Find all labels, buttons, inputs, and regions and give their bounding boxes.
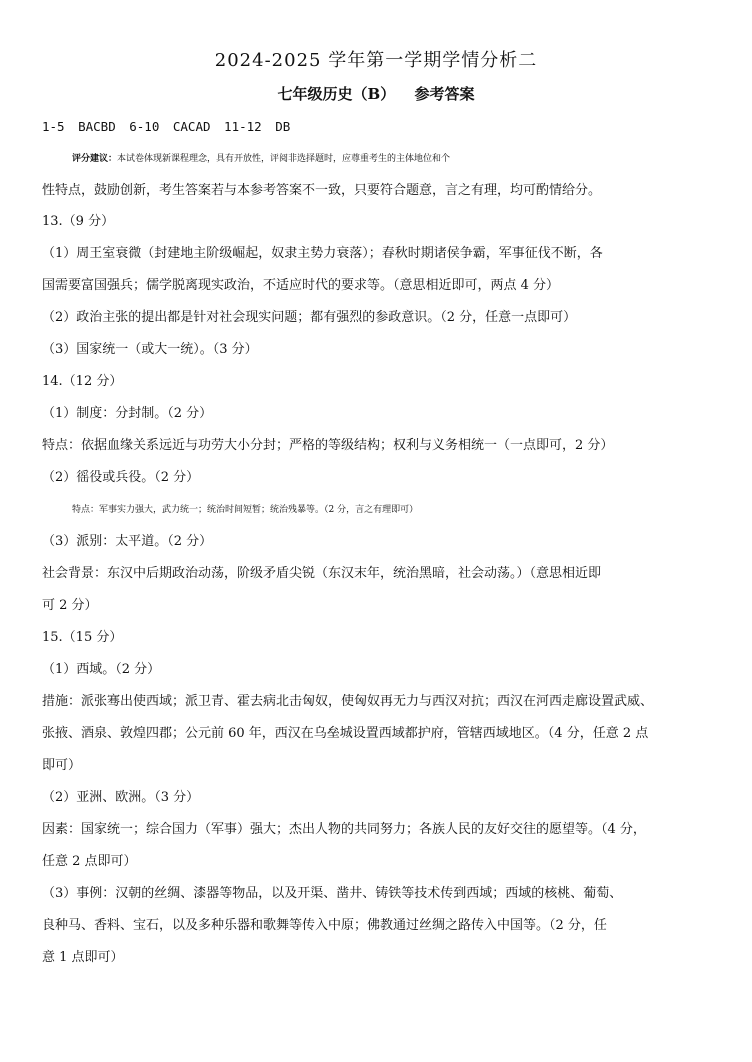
q15-line-3: 张掖、酒泉、敦煌四郡；公元前 60 年，西汉在乌垒城设置西域都护府，管辖西域地区。（4 分，任意 2 点: [42, 726, 649, 741]
q15-line-4: 即可）: [42, 758, 82, 773]
page-subtitle: 七年级历史（B） 参考答案: [277, 85, 475, 103]
scoring-advice-text: 本试卷体现新课程理念，具有开放性，评阅非选择题时，应尊重考生的主体地位和个: [117, 154, 451, 164]
q13-line-2: 国需要富国强兵；儒学脱离现实政治，不适应时代的要求等。（意思相近即可，两点 4 分）: [42, 278, 560, 293]
scoring-advice-line-2: 性特点，鼓励创新，考生答案若与本参考答案不一致，只要符合题意，言之有理，均可酌情给分。: [42, 183, 602, 198]
q14-line-6: 社会背景：东汉中后期政治动荡，阶级矛盾尖锐（东汉末年，统治黑暗，社会动荡。）（意思相近即: [42, 566, 602, 581]
q14-line-4: 特点：军事实力强大，武力统一；统治时间短暂；统治残暴等。（2 分，言之有理即可）: [72, 505, 419, 515]
q15-line-10: 意 1 点即可）: [42, 950, 124, 965]
q14-line-1: （1）制度：分封制。（2 分）: [42, 406, 213, 421]
scoring-advice-line-1: [72, 150, 744, 168]
q15-line-5: （2）亚洲、欧洲。（3 分）: [42, 790, 200, 805]
q15-line-1: （1）西域。（2 分）: [42, 662, 161, 677]
q15-line-8: （3）事例：汉朝的丝绸、漆器等物品，以及开渠、凿井、铸铁等技术传到西域；西域的核桃、葡萄、: [42, 886, 623, 901]
page-title: 2024-2025 学年第一学期学情分析二: [214, 50, 538, 71]
q15-line-7: 任意 2 点即可）: [42, 854, 137, 869]
q14-line-5: （3）派别：太平道。（2 分）: [42, 534, 213, 549]
q14-line-2: 特点：依据血缘关系远近与功劳大小分封；严格的等级结构；权利与义务相统一（一点即可，2 分）: [42, 438, 614, 453]
q14-heading: 14.（12 分）: [42, 374, 123, 389]
q15-line-9: 良种马、香料、宝石，以及多种乐器和歌舞等传入中原；佛教通过丝绸之路传入中国等。（2 分，任: [42, 918, 607, 933]
scoring-advice-label: 评分建议：: [72, 154, 118, 164]
q13-heading: 13.（9 分）: [42, 214, 115, 229]
q14-line-7: 可 2 分）: [42, 598, 98, 613]
q14-line-3: （2）徭役或兵役。（2 分）: [42, 470, 200, 485]
q13-line-3: （2）政治主张的提出都是针对社会现实问题；都有强烈的参政意识。（2 分，任意一点即可）: [42, 310, 577, 325]
q13-line-4: （3）国家统一（或大一统）。（3 分）: [42, 342, 258, 357]
q15-heading: 15.（15 分）: [42, 630, 123, 645]
q13-line-1: （1）周王室衰微（封建地主阶级崛起，奴隶主势力衰落）；春秋时期诸侯争霸，军事征伐不断，各: [42, 246, 603, 261]
choice-answers: 1-5 BACBD 6-10 CACAD 11-12 DB: [42, 119, 291, 134]
q15-line-2: 措施：派张骞出使西域；派卫青、霍去病北击匈奴，使匈奴再无力与西汉对抗；西汉在河西走廊设置武威、: [42, 694, 654, 709]
q15-line-6: 因素：国家统一；综合国力（军事）强大；杰出人物的共同努力；各族人民的友好交往的愿望等。（4 分，: [42, 822, 646, 837]
